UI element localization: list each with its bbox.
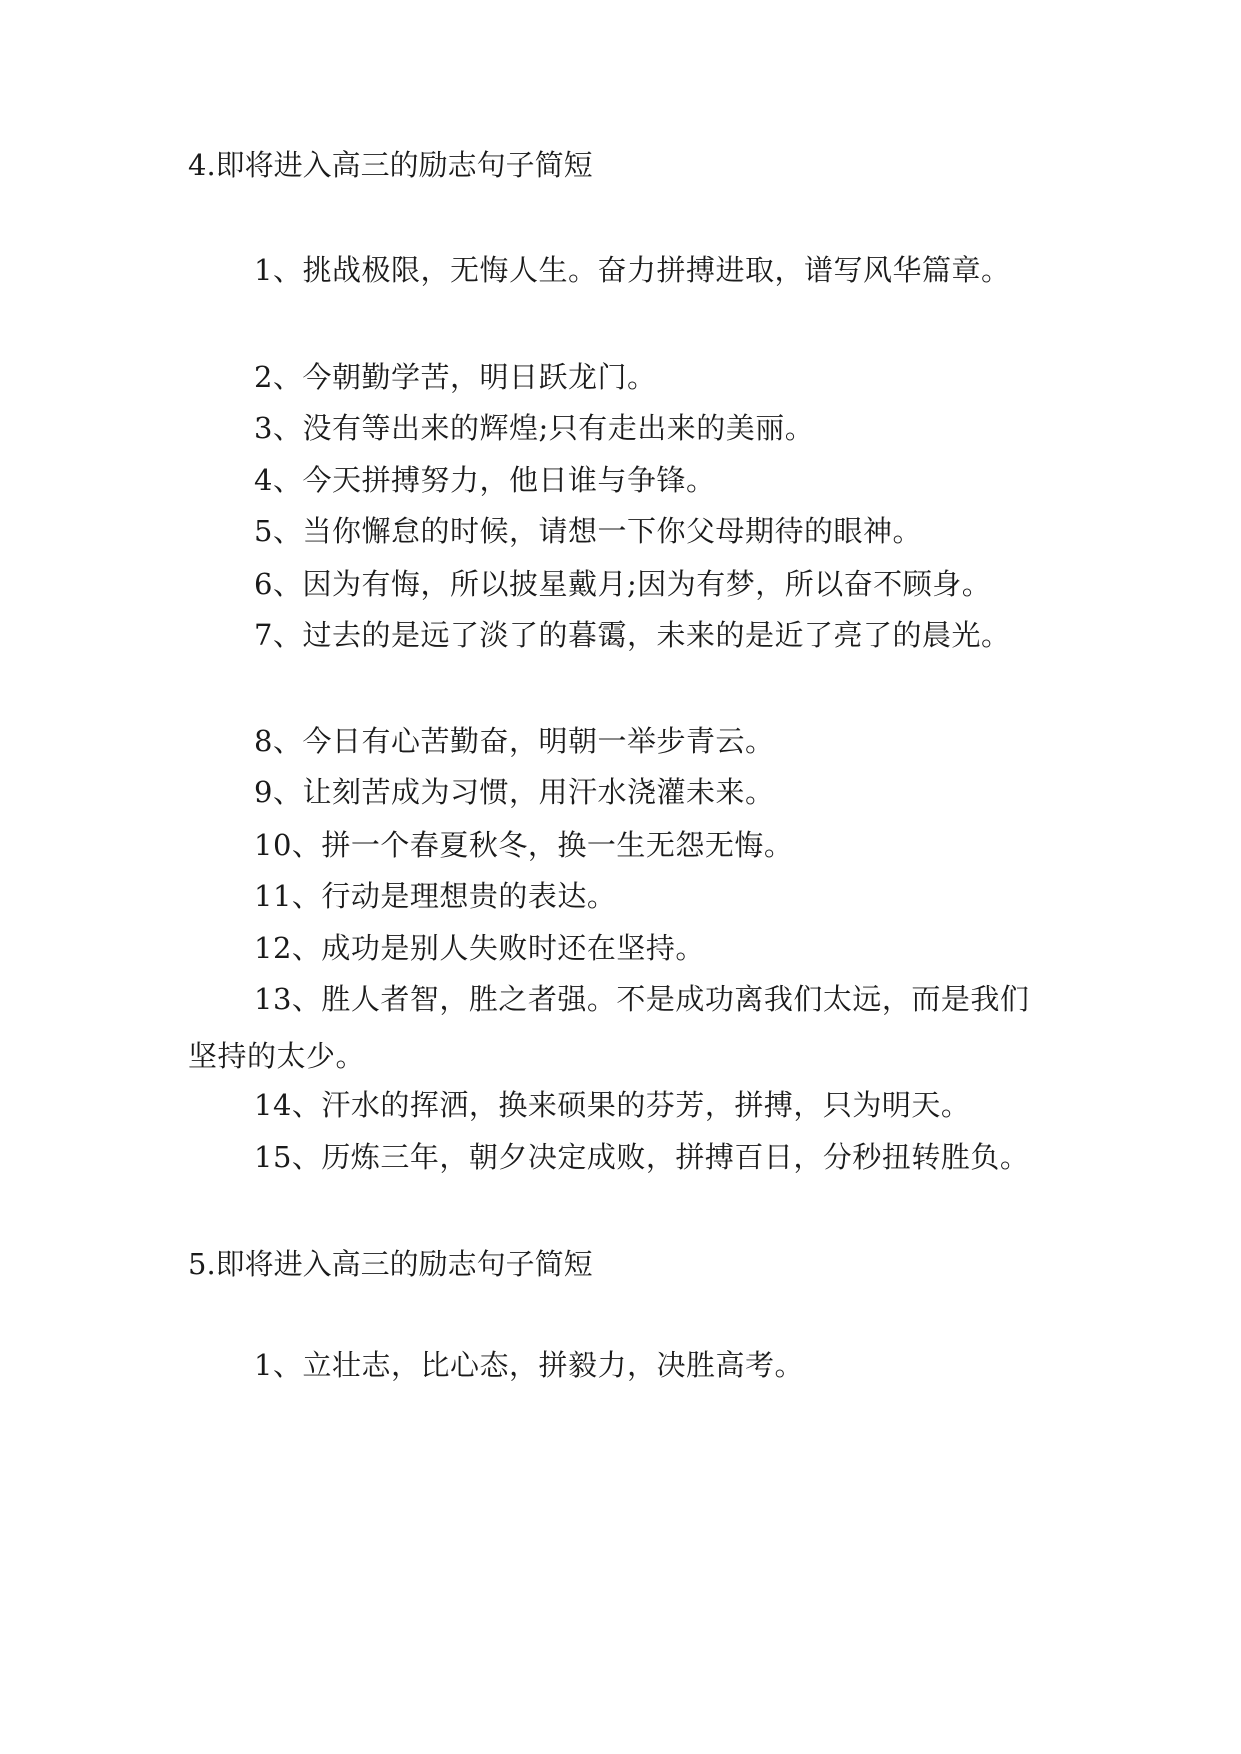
list-item: 7、过去的是远了淡了的暮霭，未来的是近了亮了的晨光。 (254, 618, 1011, 652)
list-item: 9、让刻苦成为习惯，用汗水浇灌未来。 (254, 775, 775, 809)
section-heading: 4.即将进入高三的励志句子简短 (188, 148, 593, 182)
list-item: 14、汗水的挥洒，换来硕果的芬芳，拼搏，只为明天。 (254, 1088, 971, 1122)
list-item: 3、没有等出来的辉煌;只有走出来的美丽。 (254, 411, 815, 445)
section-heading: 5.即将进入高三的励志句子简短 (188, 1247, 593, 1281)
list-item: 10、拼一个春夏秋冬，换一生无怨无悔。 (254, 828, 794, 862)
list-item: 12、成功是别人失败时还在坚持。 (254, 931, 705, 965)
list-item: 11、行动是理想贵的表达。 (254, 879, 617, 913)
list-item: 4、今天拼搏努力，他日谁与争锋。 (254, 463, 716, 497)
list-item: 5、当你懈怠的时候，请想一下你父母期待的眼神。 (254, 514, 922, 548)
list-item: 15、历炼三年，朝夕决定成败，拼搏百日，分秒扭转胜负。 (254, 1140, 1030, 1174)
list-item: 6、因为有悔，所以披星戴月;因为有梦，所以奋不顾身。 (254, 567, 992, 601)
list-item: 1、立壮志，比心态，拼毅力，决胜高考。 (254, 1348, 804, 1382)
list-item: 2、今朝勤学苦，明日跃龙门。 (254, 360, 657, 394)
list-item: 13、胜人者智，胜之者强。不是成功离我们太远，而是我们坚持的太少。 (188, 982, 1030, 1073)
list-item: 8、今日有心苦勤奋，明朝一举步青云。 (254, 724, 775, 758)
list-item: 1、挑战极限，无悔人生。奋力拼搏进取，谱写风华篇章。 (254, 253, 1011, 287)
